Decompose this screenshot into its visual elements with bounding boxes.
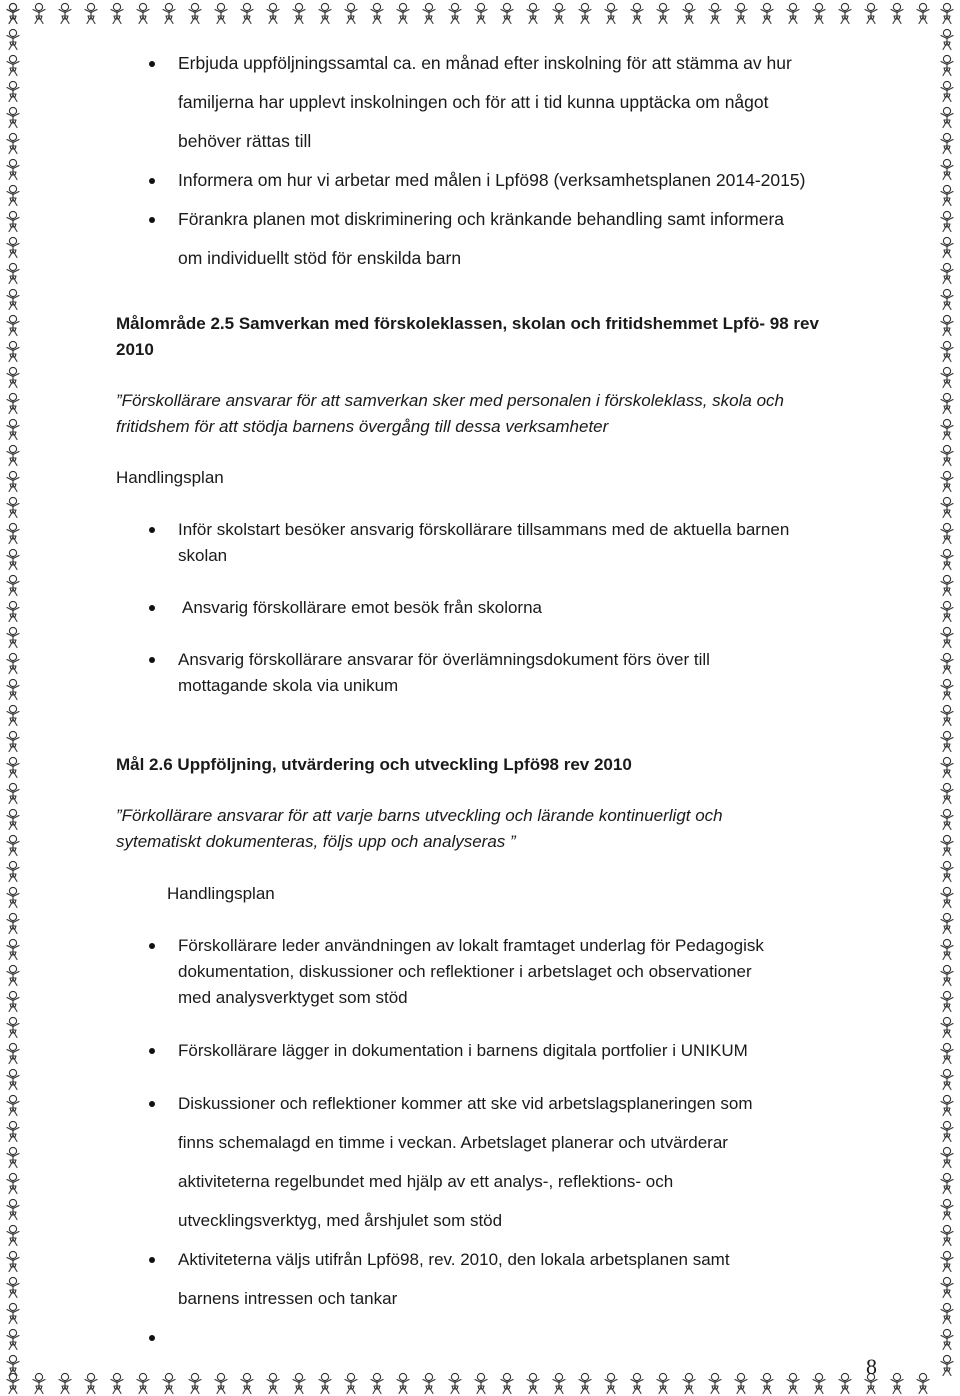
section-2-5-bullet-1-line-2: skolan	[178, 546, 228, 565]
section-2-6-bullet-3-line-4: utvecklingsverktyg, med årshjulet som stöd	[178, 1211, 503, 1230]
section-2-6-quote-line-2: sytematiskt dokumenteras, följs upp och analyseras ”	[116, 832, 516, 851]
section-2-5-heading-line-1: Målområde 2.5 Samverkan med förskoleklassen, skolan och fritidshemmet Lpfö- 98 rev	[116, 314, 819, 333]
section-2-6-bullet-3-line-2: finns schemalagd en timme i veckan. Arbetslaget planerar och utvärderar	[178, 1133, 728, 1152]
section-2-5-bullet-1-line-1: Inför skolstart besöker ansvarig förskollärare tillsammans med de aktuella barnen	[178, 520, 790, 539]
section-2-6-bullet-3-line-3: aktiviteterna regelbundet med hjälp av ett analys-, reflektions- och	[178, 1172, 674, 1191]
bullet-dot-empty-item	[149, 1335, 155, 1341]
section-2-6-bullet-1-line-2: dokumentation, diskussioner och reflektioner i arbetslaget och observationer	[178, 962, 752, 981]
bullet-dot	[149, 657, 155, 663]
section-2-5-quote-line-2: fritidshem för att stödja barnens övergång till dessa verksamheter	[116, 417, 609, 436]
bullet-dot	[149, 178, 155, 184]
section-2-6-quote-line-1: ”Förkollärare ansvarar för att varje barns utveckling och lärande kontinuerligt och	[116, 806, 723, 825]
intro-bullet-1-line-3: behöver rättas till	[178, 131, 312, 151]
bullet-dot	[149, 61, 155, 67]
page-number: 8	[866, 1354, 877, 1379]
section-2-6-bullet-1-line-1: Förskollärare leder användningen av lokalt framtaget underlag för Pedagogisk	[178, 936, 764, 955]
section-2-5-heading-line-2: 2010	[116, 340, 154, 359]
section-2-6-bullet-2-line-1: Förskollärare lägger in dokumentation i barnens digitala portfolier i UNIKUM	[178, 1041, 748, 1060]
section-2-6-bullet-3-line-1: Diskussioner och reflektioner kommer att ske vid arbetslagsplaneringen som	[178, 1094, 753, 1113]
section-2-5-bullet-2-line-1: Ansvarig förskollärare emot besök från skolorna	[182, 598, 542, 617]
section-2-5-plan-label: Handlingsplan	[116, 468, 224, 487]
bullet-dot	[149, 527, 155, 533]
intro-bullet-2-line-1: Informera om hur vi arbetar med målen i Lpfö98 (verksamhetsplanen 2014-2015)	[178, 170, 806, 190]
bullet-dot	[149, 1048, 155, 1054]
section-2-6-plan-label: Handlingsplan	[167, 884, 275, 903]
section-2-5-bullet-3-line-1: Ansvarig förskollärare ansvarar för överlämningsdokument förs över till	[178, 650, 710, 669]
bullet-dot	[149, 605, 155, 611]
section-2-6-heading: Mål 2.6 Uppföljning, utvärdering och utveckling Lpfö98 rev 2010	[116, 755, 632, 774]
bullet-dot	[149, 1101, 155, 1107]
intro-bullet-1-line-2: familjerna har upplevt inskolningen och för att i tid kunna upptäcka om något	[178, 92, 769, 112]
section-2-6-bullet-1-line-3: med analysverktyget som stöd	[178, 988, 408, 1007]
section-2-6-bullet-4-line-1: Aktiviteterna väljs utifrån Lpfö98, rev. 2010, den lokala arbetsplanen samt	[178, 1250, 730, 1269]
intro-bullet-1-line-1: Erbjuda uppföljningssamtal ca. en månad efter inskolning för att stämma av hur	[178, 53, 792, 73]
bullet-dot	[149, 217, 155, 223]
section-2-5-quote-line-1: ”Förskollärare ansvarar för att samverkan sker med personalen i förskoleklass, skola och	[116, 391, 784, 410]
bullet-dot	[149, 943, 155, 949]
section-2-6-bullet-4-line-2: barnens intressen och tankar	[178, 1289, 398, 1308]
intro-bullet-3-line-1: Förankra planen mot diskriminering och kränkande behandling samt informera	[178, 209, 785, 229]
bullet-dot	[149, 1257, 155, 1263]
intro-bullet-3-line-2: om individuellt stöd för enskilda barn	[178, 248, 462, 268]
section-2-5-bullet-3-line-2: mottagande skola via unikum	[178, 676, 399, 695]
